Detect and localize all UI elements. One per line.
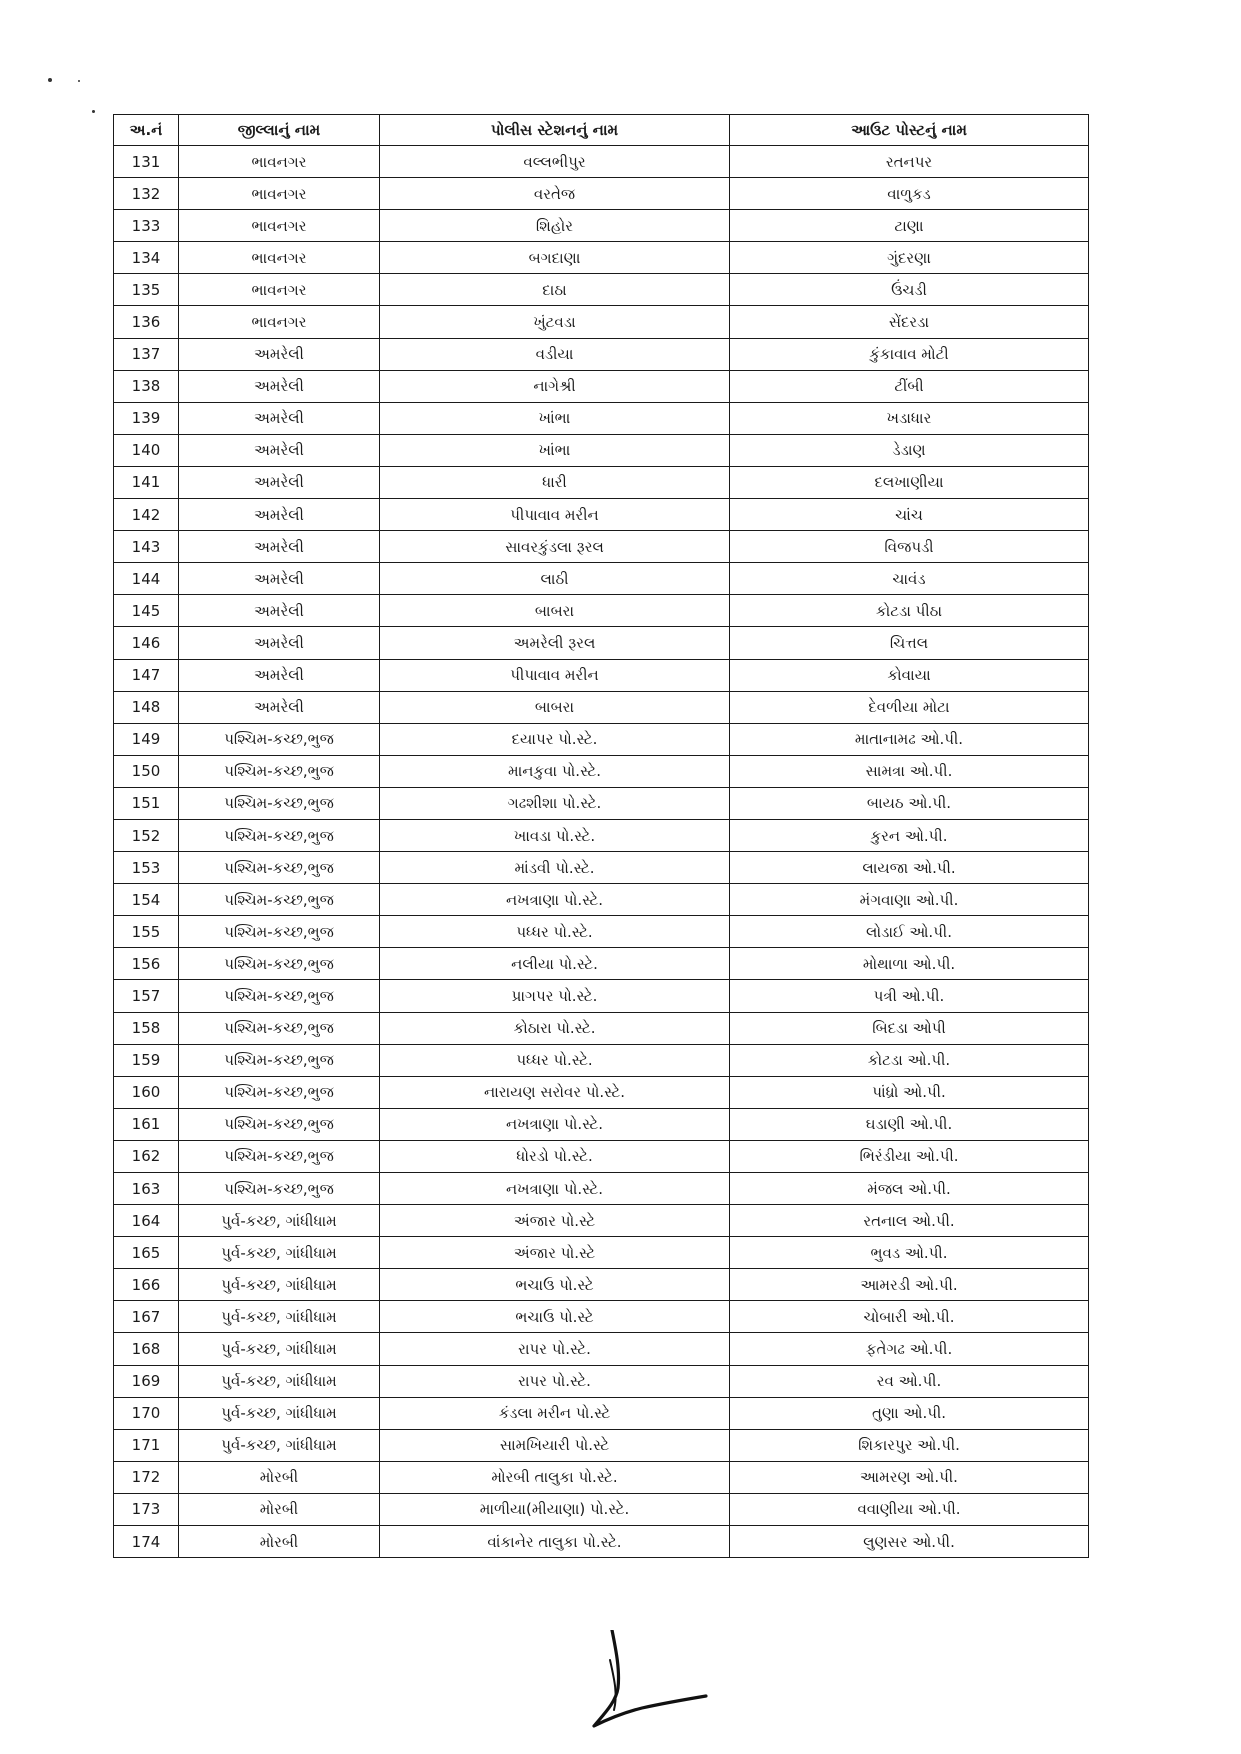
cell-serial-number: 155 bbox=[114, 916, 179, 948]
cell-police-station-name: નખત્રાણા પો.સ્ટે. bbox=[380, 1173, 730, 1205]
cell-police-station-name: વાંકાનેર તાલુકા પો.સ્ટે. bbox=[380, 1526, 730, 1558]
cell-outpost-name: ટાણા bbox=[730, 210, 1089, 242]
table-row bbox=[114, 627, 1089, 659]
cell-outpost-name: ગુંદરણા bbox=[730, 242, 1089, 274]
cell-outpost-name: આમરણ ઓ.પી. bbox=[730, 1461, 1089, 1493]
cell-outpost-name: ઘડાણી ઓ.પી. bbox=[730, 1108, 1089, 1140]
cell-outpost-name: કોવાયા bbox=[730, 659, 1089, 691]
cell-serial-number: 136 bbox=[114, 306, 179, 338]
cell-serial-number: 149 bbox=[114, 723, 179, 755]
cell-serial-number: 159 bbox=[114, 1044, 179, 1076]
cell-district-name: અમરેલી bbox=[179, 499, 380, 531]
cell-police-station-name: બગદાણા bbox=[380, 242, 730, 274]
signature bbox=[590, 1630, 710, 1730]
cell-serial-number: 141 bbox=[114, 466, 179, 498]
cell-police-station-name: બાબરા bbox=[380, 691, 730, 723]
table-row bbox=[114, 755, 1089, 787]
table-row bbox=[114, 916, 1089, 948]
header-serial-number: અ.નં bbox=[114, 115, 179, 146]
cell-district-name: પશ્ચિમ-કચ્છ,ભુજ bbox=[179, 819, 380, 851]
table-row bbox=[114, 178, 1089, 210]
table-row bbox=[114, 852, 1089, 884]
cell-serial-number: 140 bbox=[114, 434, 179, 466]
cell-district-name: પુર્વ-કચ્છ, ગાંધીધામ bbox=[179, 1237, 380, 1269]
cell-district-name: અમરેલી bbox=[179, 434, 380, 466]
table-row bbox=[114, 402, 1089, 434]
cell-serial-number: 151 bbox=[114, 787, 179, 819]
cell-police-station-name: પધ્ધર પો.સ્ટે. bbox=[380, 1044, 730, 1076]
table-row bbox=[114, 1429, 1089, 1461]
table-row bbox=[114, 1269, 1089, 1301]
cell-serial-number: 145 bbox=[114, 595, 179, 627]
cell-outpost-name: કોટડા ઓ.પી. bbox=[730, 1044, 1089, 1076]
cell-outpost-name: દલખાણીયા bbox=[730, 466, 1089, 498]
cell-outpost-name: પત્રી ઓ.પી. bbox=[730, 980, 1089, 1012]
table-row bbox=[114, 1301, 1089, 1333]
cell-outpost-name: સેંદરડા bbox=[730, 306, 1089, 338]
cell-serial-number: 166 bbox=[114, 1269, 179, 1301]
cell-outpost-name: વાળુકડ bbox=[730, 178, 1089, 210]
cell-district-name: પશ્ચિમ-કચ્છ,ભુજ bbox=[179, 1012, 380, 1044]
cell-outpost-name: વવાણીયા ઓ.પી. bbox=[730, 1493, 1089, 1525]
cell-outpost-name: ચાવંડ bbox=[730, 563, 1089, 595]
cell-serial-number: 150 bbox=[114, 755, 179, 787]
table-row bbox=[114, 1461, 1089, 1493]
cell-district-name: પુર્વ-કચ્છ, ગાંધીધામ bbox=[179, 1365, 380, 1397]
cell-district-name: અમરેલી bbox=[179, 691, 380, 723]
cell-district-name: અમરેલી bbox=[179, 402, 380, 434]
cell-district-name: અમરેલી bbox=[179, 563, 380, 595]
cell-outpost-name: મોથાળા ઓ.પી. bbox=[730, 948, 1089, 980]
table-row bbox=[114, 1173, 1089, 1205]
cell-police-station-name: ખુંટવડા bbox=[380, 306, 730, 338]
table-row bbox=[114, 1333, 1089, 1365]
cell-district-name: મોરબી bbox=[179, 1461, 380, 1493]
cell-serial-number: 138 bbox=[114, 370, 179, 402]
table-row bbox=[114, 338, 1089, 370]
table-row bbox=[114, 723, 1089, 755]
table-row bbox=[114, 306, 1089, 338]
table-row bbox=[114, 980, 1089, 1012]
cell-district-name: પશ્ચિમ-કચ્છ,ભુજ bbox=[179, 980, 380, 1012]
cell-outpost-name: ચિત્તલ bbox=[730, 627, 1089, 659]
cell-police-station-name: પીપાવાવ મરીન bbox=[380, 659, 730, 691]
table-row bbox=[114, 1205, 1089, 1237]
cell-serial-number: 132 bbox=[114, 178, 179, 210]
cell-district-name: અમરેલી bbox=[179, 338, 380, 370]
cell-district-name: પશ્ચિમ-કચ્છ,ભુજ bbox=[179, 948, 380, 980]
cell-serial-number: 158 bbox=[114, 1012, 179, 1044]
cell-outpost-name: કુરન ઓ.પી. bbox=[730, 819, 1089, 851]
table-row bbox=[114, 1012, 1089, 1044]
cell-police-station-name: દાઠા bbox=[380, 274, 730, 306]
cell-district-name: પશ્ચિમ-કચ્છ,ભુજ bbox=[179, 1140, 380, 1172]
cell-outpost-name: કોટડા પીઠા bbox=[730, 595, 1089, 627]
table-row bbox=[114, 1044, 1089, 1076]
cell-serial-number: 137 bbox=[114, 338, 179, 370]
cell-serial-number: 167 bbox=[114, 1301, 179, 1333]
table-row bbox=[114, 466, 1089, 498]
cell-district-name: પુર્વ-કચ્છ, ગાંધીધામ bbox=[179, 1333, 380, 1365]
cell-serial-number: 143 bbox=[114, 531, 179, 563]
cell-police-station-name: ખાવડા પો.સ્ટે. bbox=[380, 819, 730, 851]
cell-district-name: ભાવનગર bbox=[179, 146, 380, 178]
cell-district-name: પુર્વ-કચ્છ, ગાંધીધામ bbox=[179, 1205, 380, 1237]
cell-serial-number: 142 bbox=[114, 499, 179, 531]
table-row bbox=[114, 659, 1089, 691]
cell-outpost-name: ભુવડ ઓ.પી. bbox=[730, 1237, 1089, 1269]
cell-district-name: પશ્ચિમ-કચ્છ,ભુજ bbox=[179, 916, 380, 948]
cell-outpost-name: ભિરંડીયા ઓ.પી. bbox=[730, 1140, 1089, 1172]
cell-outpost-name: ફતેગઢ ઓ.પી. bbox=[730, 1333, 1089, 1365]
cell-outpost-name: બાયઠ ઓ.પી. bbox=[730, 787, 1089, 819]
cell-outpost-name: મંગવાણા ઓ.પી. bbox=[730, 884, 1089, 916]
cell-police-station-name: ખાંભા bbox=[380, 434, 730, 466]
cell-district-name: પશ્ચિમ-કચ્છ,ભુજ bbox=[179, 1076, 380, 1108]
cell-police-station-name: સાવરકુંડલા રૂરલ bbox=[380, 531, 730, 563]
table-row bbox=[114, 1108, 1089, 1140]
cell-outpost-name: લોડાઈ ઓ.પી. bbox=[730, 916, 1089, 948]
cell-serial-number: 152 bbox=[114, 819, 179, 851]
cell-outpost-name: કુંકાવાવ મોટી bbox=[730, 338, 1089, 370]
cell-outpost-name: શિકારપુર ઓ.પી. bbox=[730, 1429, 1089, 1461]
table-row bbox=[114, 1397, 1089, 1429]
cell-police-station-name: દયાપર પો.સ્ટે. bbox=[380, 723, 730, 755]
cell-serial-number: 133 bbox=[114, 210, 179, 242]
cell-district-name: પશ્ચિમ-કચ્છ,ભુજ bbox=[179, 723, 380, 755]
cell-district-name: પશ્ચિમ-કચ્છ,ભુજ bbox=[179, 1108, 380, 1140]
cell-district-name: ભાવનગર bbox=[179, 274, 380, 306]
cell-police-station-name: વરતેજ bbox=[380, 178, 730, 210]
cell-police-station-name: સામખિયારી પો.સ્ટે bbox=[380, 1429, 730, 1461]
cell-outpost-name: ચોબારી ઓ.પી. bbox=[730, 1301, 1089, 1333]
cell-police-station-name: કંડલા મરીન પો.સ્ટે bbox=[380, 1397, 730, 1429]
cell-outpost-name: રતનાલ ઓ.પી. bbox=[730, 1205, 1089, 1237]
cell-police-station-name: કોઠારા પો.સ્ટે. bbox=[380, 1012, 730, 1044]
table-row bbox=[114, 499, 1089, 531]
table-body bbox=[114, 146, 1089, 1558]
cell-police-station-name: પ્રાગપર પો.સ્ટે. bbox=[380, 980, 730, 1012]
cell-serial-number: 168 bbox=[114, 1333, 179, 1365]
cell-serial-number: 131 bbox=[114, 146, 179, 178]
table-row bbox=[114, 274, 1089, 306]
cell-police-station-name: અંજાર પો.સ્ટે bbox=[380, 1205, 730, 1237]
cell-serial-number: 174 bbox=[114, 1526, 179, 1558]
cell-outpost-name: ખડાધાર bbox=[730, 402, 1089, 434]
table-header-row bbox=[114, 115, 1089, 146]
table-row bbox=[114, 1365, 1089, 1397]
cell-police-station-name: ધોરડો પો.સ્ટે. bbox=[380, 1140, 730, 1172]
cell-serial-number: 157 bbox=[114, 980, 179, 1012]
cell-district-name: મોરબી bbox=[179, 1493, 380, 1525]
cell-outpost-name: રવ ઓ.પી. bbox=[730, 1365, 1089, 1397]
cell-police-station-name: નલીયા પો.સ્ટે. bbox=[380, 948, 730, 980]
cell-serial-number: 156 bbox=[114, 948, 179, 980]
cell-district-name: પશ્ચિમ-કચ્છ,ભુજ bbox=[179, 1173, 380, 1205]
cell-police-station-name: ધારી bbox=[380, 466, 730, 498]
cell-outpost-name: તુણા ઓ.પી. bbox=[730, 1397, 1089, 1429]
table-row bbox=[114, 1493, 1089, 1525]
cell-district-name: પુર્વ-કચ્છ, ગાંધીધામ bbox=[179, 1269, 380, 1301]
cell-district-name: પશ્ચિમ-કચ્છ,ભુજ bbox=[179, 755, 380, 787]
cell-outpost-name: ઉંચડી bbox=[730, 274, 1089, 306]
cell-serial-number: 165 bbox=[114, 1237, 179, 1269]
table-row bbox=[114, 819, 1089, 851]
cell-serial-number: 160 bbox=[114, 1076, 179, 1108]
table-row bbox=[114, 210, 1089, 242]
cell-district-name: પુર્વ-કચ્છ, ગાંધીધામ bbox=[179, 1429, 380, 1461]
table-row bbox=[114, 242, 1089, 274]
cell-serial-number: 173 bbox=[114, 1493, 179, 1525]
cell-police-station-name: ભચાઉ પો.સ્ટે bbox=[380, 1269, 730, 1301]
cell-outpost-name: રતનપર bbox=[730, 146, 1089, 178]
scan-speck bbox=[78, 80, 80, 82]
cell-police-station-name: પીપાવાવ મરીન bbox=[380, 499, 730, 531]
cell-outpost-name: પાંધ્રો ઓ.પી. bbox=[730, 1076, 1089, 1108]
cell-outpost-name: વિજપડી bbox=[730, 531, 1089, 563]
header-outpost-name: આઉટ પોસ્ટનું નામ bbox=[730, 115, 1089, 146]
cell-district-name: ભાવનગર bbox=[179, 210, 380, 242]
header-police-station-name: પોલીસ સ્ટેશનનું નામ bbox=[380, 115, 730, 146]
cell-serial-number: 172 bbox=[114, 1461, 179, 1493]
cell-district-name: અમરેલી bbox=[179, 370, 380, 402]
cell-district-name: ભાવનગર bbox=[179, 306, 380, 338]
cell-police-station-name: અમરેલી રૂરલ bbox=[380, 627, 730, 659]
cell-district-name: અમરેલી bbox=[179, 466, 380, 498]
cell-police-station-name: માંડવી પો.સ્ટે. bbox=[380, 852, 730, 884]
cell-police-station-name: નખત્રાણા પો.સ્ટે. bbox=[380, 884, 730, 916]
cell-outpost-name: આમરડી ઓ.પી. bbox=[730, 1269, 1089, 1301]
table-row bbox=[114, 563, 1089, 595]
cell-police-station-name: અંજાર પો.સ્ટે bbox=[380, 1237, 730, 1269]
table-row bbox=[114, 531, 1089, 563]
cell-serial-number: 154 bbox=[114, 884, 179, 916]
cell-district-name: પશ્ચિમ-કચ્છ,ભુજ bbox=[179, 852, 380, 884]
cell-outpost-name: મંજલ ઓ.પી. bbox=[730, 1173, 1089, 1205]
cell-serial-number: 146 bbox=[114, 627, 179, 659]
cell-police-station-name: રાપર પો.સ્ટે. bbox=[380, 1365, 730, 1397]
cell-serial-number: 171 bbox=[114, 1429, 179, 1461]
cell-outpost-name: લાયજા ઓ.પી. bbox=[730, 852, 1089, 884]
table-row bbox=[114, 948, 1089, 980]
table-row bbox=[114, 1526, 1089, 1558]
cell-police-station-name: શિહોર bbox=[380, 210, 730, 242]
table-row bbox=[114, 787, 1089, 819]
table-row bbox=[114, 146, 1089, 178]
table-row bbox=[114, 1076, 1089, 1108]
cell-serial-number: 144 bbox=[114, 563, 179, 595]
cell-police-station-name: પધ્ધર પો.સ્ટે. bbox=[380, 916, 730, 948]
cell-district-name: પુર્વ-કચ્છ, ગાંધીધામ bbox=[179, 1397, 380, 1429]
cell-serial-number: 135 bbox=[114, 274, 179, 306]
scan-speck bbox=[92, 110, 95, 113]
cell-serial-number: 147 bbox=[114, 659, 179, 691]
cell-serial-number: 162 bbox=[114, 1140, 179, 1172]
cell-police-station-name: માનકુવા પો.સ્ટે. bbox=[380, 755, 730, 787]
cell-police-station-name: વડીયા bbox=[380, 338, 730, 370]
cell-district-name: અમરેલી bbox=[179, 659, 380, 691]
cell-police-station-name: લાઠી bbox=[380, 563, 730, 595]
cell-district-name: પશ્ચિમ-કચ્છ,ભુજ bbox=[179, 884, 380, 916]
cell-police-station-name: વલ્લભીપુર bbox=[380, 146, 730, 178]
scan-speck bbox=[48, 78, 52, 82]
cell-outpost-name: ટીંબી bbox=[730, 370, 1089, 402]
table-row bbox=[114, 1237, 1089, 1269]
cell-district-name: ભાવનગર bbox=[179, 178, 380, 210]
cell-police-station-name: નારાયણ સરોવર પો.સ્ટે. bbox=[380, 1076, 730, 1108]
cell-serial-number: 134 bbox=[114, 242, 179, 274]
table-row bbox=[114, 691, 1089, 723]
cell-police-station-name: નાગેશ્રી bbox=[380, 370, 730, 402]
cell-police-station-name: માળીયા(મીયાણા) પો.સ્ટે. bbox=[380, 1493, 730, 1525]
cell-police-station-name: ગઢશીશા પો.સ્ટે. bbox=[380, 787, 730, 819]
table-row bbox=[114, 370, 1089, 402]
cell-serial-number: 148 bbox=[114, 691, 179, 723]
cell-district-name: અમરેલી bbox=[179, 531, 380, 563]
cell-police-station-name: નખત્રાણા પો.સ્ટે. bbox=[380, 1108, 730, 1140]
table-row bbox=[114, 884, 1089, 916]
cell-outpost-name: સામત્રા ઓ.પી. bbox=[730, 755, 1089, 787]
table-row bbox=[114, 434, 1089, 466]
outpost-table bbox=[113, 114, 1089, 1558]
cell-serial-number: 153 bbox=[114, 852, 179, 884]
cell-district-name: અમરેલી bbox=[179, 627, 380, 659]
table-row bbox=[114, 1140, 1089, 1172]
cell-district-name: અમરેલી bbox=[179, 595, 380, 627]
cell-police-station-name: રાપર પો.સ્ટે. bbox=[380, 1333, 730, 1365]
cell-outpost-name: ડેડાણ bbox=[730, 434, 1089, 466]
header-district-name: જીલ્લાનું નામ bbox=[179, 115, 380, 146]
cell-district-name: પશ્ચિમ-કચ્છ,ભુજ bbox=[179, 787, 380, 819]
cell-serial-number: 163 bbox=[114, 1173, 179, 1205]
table-row bbox=[114, 595, 1089, 627]
cell-outpost-name: ચાંચ bbox=[730, 499, 1089, 531]
cell-outpost-name: માતાનામઢ ઓ.પી. bbox=[730, 723, 1089, 755]
cell-outpost-name: લુણસર ઓ.પી. bbox=[730, 1526, 1089, 1558]
cell-serial-number: 169 bbox=[114, 1365, 179, 1397]
cell-outpost-name: દેવળીયા મોટા bbox=[730, 691, 1089, 723]
cell-district-name: પુર્વ-કચ્છ, ગાંધીધામ bbox=[179, 1301, 380, 1333]
cell-serial-number: 164 bbox=[114, 1205, 179, 1237]
cell-police-station-name: બાબરા bbox=[380, 595, 730, 627]
cell-police-station-name: ખાંભા bbox=[380, 402, 730, 434]
cell-police-station-name: ભચાઉ પો.સ્ટે bbox=[380, 1301, 730, 1333]
cell-district-name: ભાવનગર bbox=[179, 242, 380, 274]
cell-police-station-name: મોરબી તાલુકા પો.સ્ટે. bbox=[380, 1461, 730, 1493]
cell-district-name: મોરબી bbox=[179, 1526, 380, 1558]
cell-serial-number: 170 bbox=[114, 1397, 179, 1429]
cell-outpost-name: બિદડા ઓપી bbox=[730, 1012, 1089, 1044]
cell-district-name: પશ્ચિમ-કચ્છ,ભુજ bbox=[179, 1044, 380, 1076]
cell-serial-number: 161 bbox=[114, 1108, 179, 1140]
cell-serial-number: 139 bbox=[114, 402, 179, 434]
